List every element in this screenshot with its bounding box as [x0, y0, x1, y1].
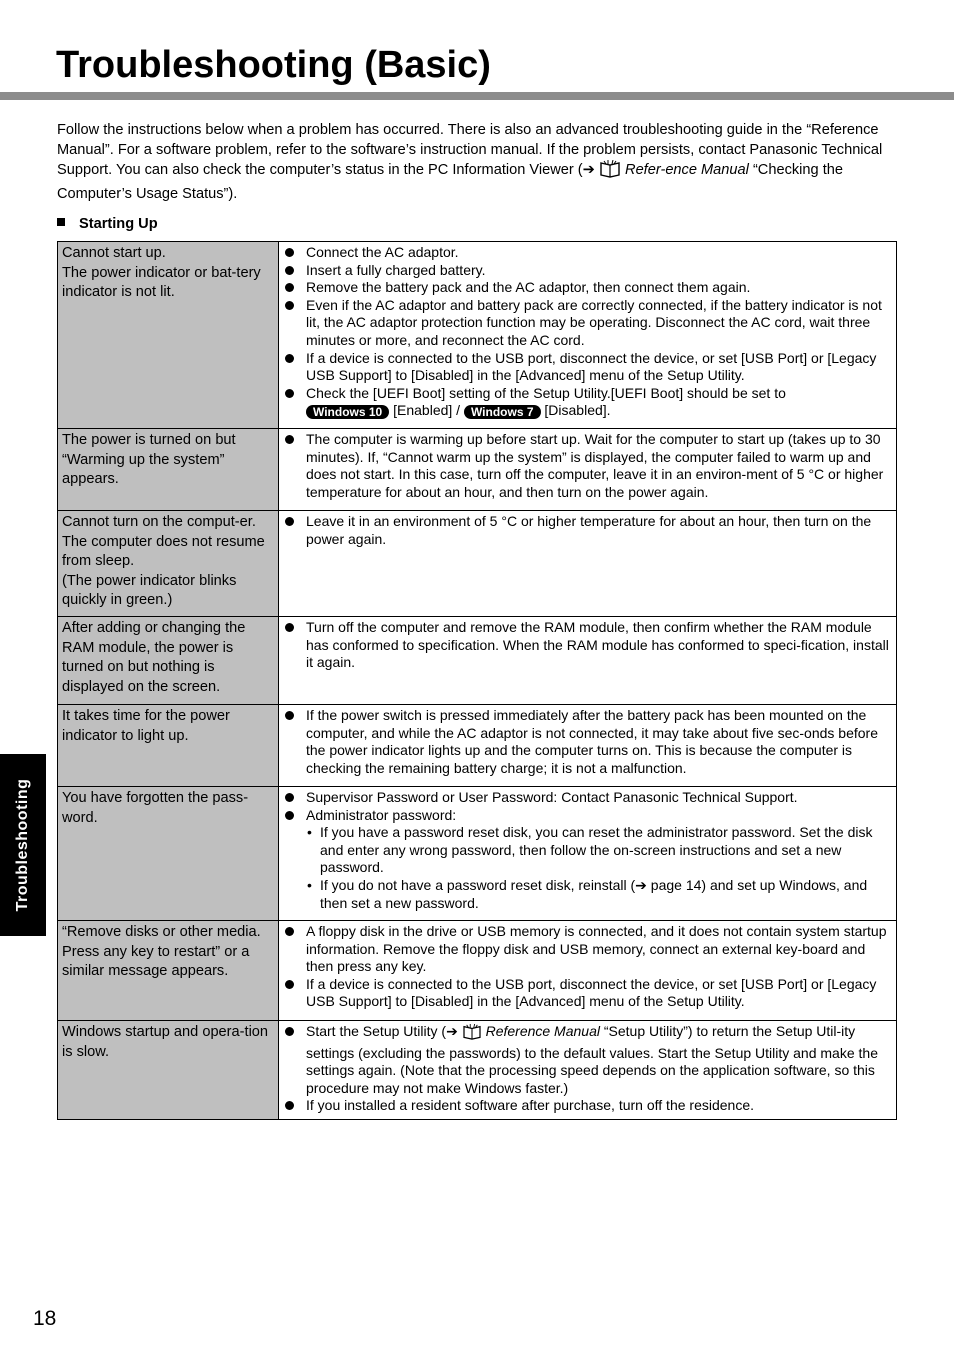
page-number: 18 [33, 1307, 57, 1330]
solution-text: If you installed a resident software after purchase, turn off the residence. [306, 1097, 754, 1114]
solution-cell [279, 787, 897, 921]
solution-text: Turn off the computer and remove the RAM module, then confirm whether the RAM module has conformed to specification. When the RAM module has conformed to speci-fication, install it again. [306, 619, 889, 671]
solution-text: Administrator password: [306, 806, 457, 823]
bullet-icon [285, 389, 294, 398]
side-tab-label: Troubleshooting [14, 778, 31, 912]
bullet-icon [285, 1101, 294, 1110]
solution-cell [279, 921, 897, 1021]
bullet-icon [285, 283, 294, 292]
page-title: Troubleshooting (Basic) [56, 44, 491, 86]
reference-manual-book-icon [462, 1024, 482, 1045]
sub-text-before: If you do not have a password reset disk, reinstall ( [320, 876, 636, 893]
title-rule [0, 92, 954, 100]
table-row [58, 242, 897, 429]
uefi-enabled-text: [Enabled] / [389, 402, 464, 419]
sub-text: If you have a password reset disk, you can reset the administrator password. Set the disk and enter any wrong password, then follow the on-screen instructions and set a new password. [320, 824, 873, 876]
list-item [285, 244, 890, 262]
bullet-icon [285, 266, 294, 275]
solution-text: If a device is connected to the USB port, disconnect the device, or set [USB Port] or [Legacy USB Support] to [Disabled] in the [Advanced] menu of the Setup Utility. [306, 975, 877, 1010]
bullet-icon [285, 980, 294, 989]
bullet-icon [285, 927, 294, 936]
solution-text: Supervisor Password or User Password: Contact Panasonic Technical Support. [306, 789, 798, 805]
intro-paragraph [57, 121, 902, 204]
list-item [285, 513, 890, 548]
intro-reference-manual: Refer-ence Manual [625, 162, 749, 178]
intro-text-part2: “Checking the Computer’s Usage Status”). [57, 162, 843, 202]
problem-text: It takes time for the power indicator to light up. [62, 708, 230, 744]
solution-cell [279, 705, 897, 787]
setup-reference-manual: Reference Manual [485, 1023, 600, 1039]
uefi-text: Check the [UEFI Boot] setting of the Setup Utility.[UEFI Boot] should be set to [306, 384, 786, 401]
solution-text: If the power switch is pressed immediately after the battery pack has been mounted on the computer, and while the AC adaptor is not connected, it may take about five sec-onds before the power indicator lights up and the computer turns on. This is because the computer is checking the remaining battery charge; it is not a malfunction. [306, 707, 879, 776]
list-item [285, 619, 890, 672]
table-row [58, 1021, 897, 1120]
side-tab [0, 754, 46, 936]
problem-text: Cannot turn on the comput-er. The computer does not resume from sleep. (The power indicator blinks quickly in green.) [62, 514, 265, 608]
solution-cell [279, 429, 897, 511]
solution-cell [279, 242, 897, 429]
right-arrow-icon: ➔ [582, 162, 595, 178]
problem-text: After adding or changing the RAM module, the power is turned on but nothing is displayed on the screen. [62, 620, 246, 695]
table-row [58, 787, 897, 921]
section-heading-label: Starting Up [79, 216, 158, 232]
solution-text: Insert a fully charged battery. [306, 261, 486, 278]
uefi-disabled-text: [Disabled]. [540, 402, 611, 419]
troubleshooting-table [57, 241, 897, 1120]
small-bullet-icon: • [307, 824, 312, 841]
list-item [285, 279, 890, 297]
solution-text: Connect the AC adaptor. [306, 244, 459, 260]
setup-text-after: “Setup Utility”) to return the Setup Util-ity settings (excluding the passwords) to the default values. Start the Setup Utility and make the settings again. (Note that the processing speed depends on the application software, so this procedure may not make Windows faster.) [306, 1023, 878, 1096]
bullet-icon [285, 248, 294, 257]
list-item [285, 431, 890, 501]
table-row [58, 921, 897, 1021]
section-heading [57, 214, 158, 234]
table-row [58, 617, 897, 705]
problem-cell [58, 1021, 279, 1120]
problem-cell [58, 617, 279, 705]
right-arrow-icon: ➔ [446, 1023, 458, 1039]
solution-cell [279, 1021, 897, 1120]
sub-list-item [285, 877, 890, 912]
list-item [285, 976, 890, 1011]
bullet-icon [285, 811, 294, 820]
windows-10-badge: Windows 10 [306, 405, 389, 419]
problem-text: “Remove disks or other media. Press any key to restart” or a similar message appears. [62, 924, 261, 979]
bullet-icon [285, 623, 294, 632]
small-bullet-icon: • [307, 876, 312, 893]
solution-cell [279, 511, 897, 617]
problem-cell [58, 705, 279, 787]
list-item [285, 789, 890, 807]
problem-text: The power is turned on but “Warming up the system” appears. [62, 432, 236, 487]
bullet-icon [285, 1027, 294, 1036]
solution-cell [279, 617, 897, 705]
solution-text: A floppy disk in the drive or USB memory is connected, and it does not contain system startup information. Remove the floppy disk and USB memory, connect an external key-board and then press any key. [306, 923, 887, 975]
intro-text-part1: Follow the instructions below when a problem has occurred. There is also an advanced troubleshooting guide in the “Reference Manual”. For a software problem, refer to the software’s instruction manual. If the problem persists, contact Panasonic Technical Support. You can also check the computer’s status in the PC Information Viewer ( [57, 122, 883, 178]
list-item [285, 1023, 890, 1097]
bullet-icon [285, 517, 294, 526]
table-row [58, 429, 897, 511]
solution-text: The computer is warming up before start up. Wait for the computer to start up (takes up to 30 minutes). If, “Cannot warm up the system” is displayed, the computer failed to warm up and does not start. In this case, turn off the computer, leave it in an environ-ment of 5 °C or higher temperature for about an hour, and then turn on the power again. [306, 431, 884, 500]
bullet-icon [285, 711, 294, 720]
bullet-icon [285, 301, 294, 310]
list-item [285, 1097, 890, 1115]
list-item [285, 707, 890, 777]
black-square-icon [57, 218, 65, 226]
bullet-icon [285, 793, 294, 802]
table-row [58, 511, 897, 617]
problem-text: You have forgotten the pass-word. [62, 790, 249, 826]
solution-text: Even if the AC adaptor and battery pack are correctly connected, if the battery indicator is not lit, the AC adaptor protection function may be operating. Disconnect the AC cord, wait three minutes or more, and reconnect the AC cord. [306, 296, 882, 348]
problem-cell [58, 429, 279, 511]
solution-text: Leave it in an environment of 5 °C or higher temperature for about an hour, then turn on the power again. [306, 513, 872, 547]
page-ref-link[interactable]: page 14 [646, 876, 702, 893]
problem-text: Windows startup and opera-tion is slow. [62, 1024, 269, 1060]
problem-cell [58, 242, 279, 429]
solution-text: If a device is connected to the USB port, disconnect the device, or set [USB Port] or [Legacy USB Support] to [Disabled] in the [Advanced] menu of the Setup Utility. [306, 349, 877, 384]
reference-manual-book-icon [599, 160, 621, 185]
list-item [285, 350, 890, 385]
bullet-icon [285, 435, 294, 444]
list-item [285, 297, 890, 350]
bullet-icon [285, 354, 294, 363]
list-item [285, 807, 890, 825]
list-item [285, 923, 890, 976]
problem-cell [58, 787, 279, 921]
problem-cell [58, 921, 279, 1021]
right-arrow-icon: ➔ [635, 876, 647, 893]
sub-text-after: ) and set up Windows, and then set a new password. [320, 876, 868, 911]
solution-text: Remove the battery pack and the AC adaptor, then connect them again. [306, 279, 751, 296]
windows-7-badge: Windows 7 [464, 405, 541, 419]
problem-text: Cannot start up. The power indicator or bat-tery indicator is not lit. [62, 245, 261, 300]
list-item [285, 385, 890, 420]
sub-list-item [285, 824, 890, 877]
problem-cell [58, 511, 279, 617]
list-item [285, 262, 890, 280]
table-row [58, 705, 897, 787]
setup-text-before: Start the Setup Utility ( [306, 1023, 447, 1039]
